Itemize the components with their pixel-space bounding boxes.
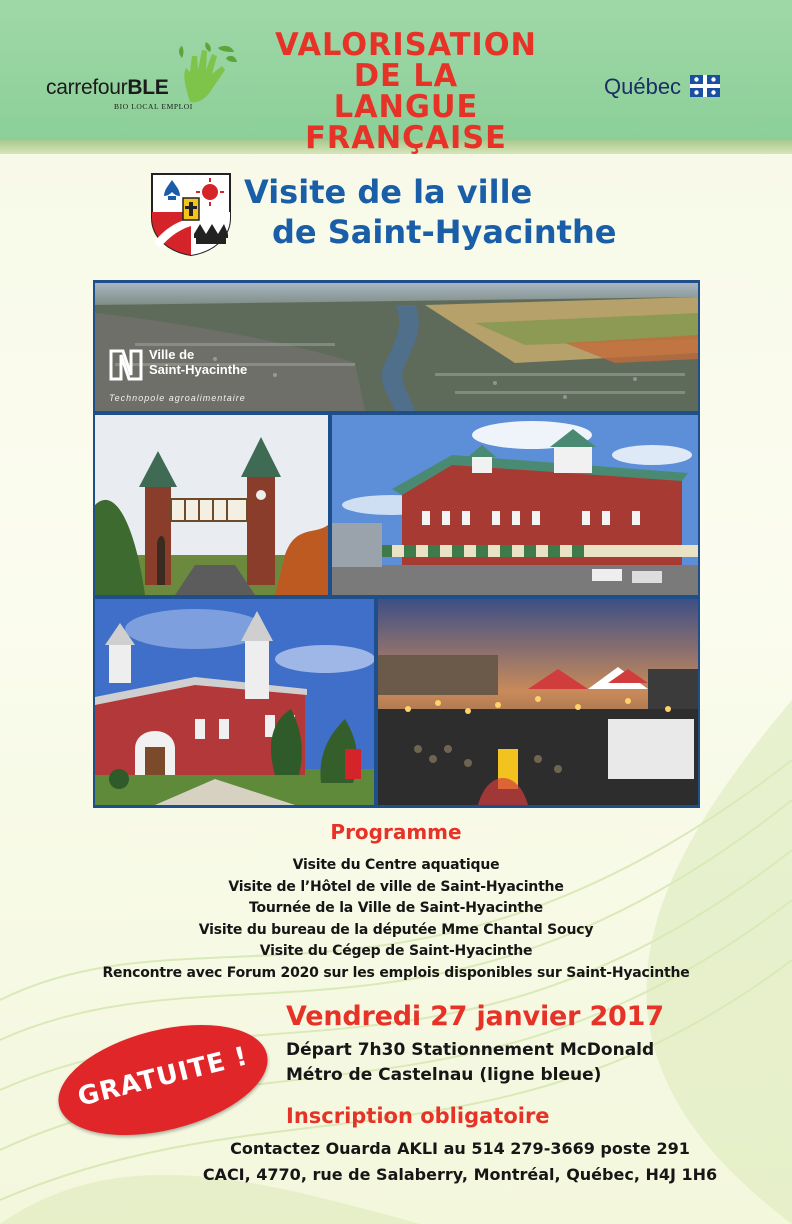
saint-hyacinthe-coat-of-arms-icon (150, 172, 232, 256)
visit-title-line-1: Visite de la ville (244, 173, 533, 211)
carrefour-ble-tagline: BIO LOCAL EMPLOI (114, 102, 193, 111)
event-date: Vendredi 27 janvier 2017 (286, 1001, 664, 1032)
departure-line-1: Départ 7h30 Stationnement McDonald (286, 1040, 655, 1060)
church-building-photo (95, 599, 374, 805)
programme-item: Visite du Cégep de Saint-Hyacinthe (259, 943, 533, 959)
campaign-title (226, 27, 586, 156)
contact-info (160, 1136, 760, 1188)
city-tagline: Technopole agroalimentaire (109, 393, 246, 403)
night-fair-photo (378, 599, 698, 805)
visit-title-line-2: de Saint-Hyacinthe (272, 213, 617, 251)
free-badge-label: GRATUITE ! (74, 1041, 252, 1113)
carrefour-ble-logo (44, 52, 244, 112)
visit-title (244, 172, 714, 252)
market-hall-photo (332, 415, 698, 595)
campaign-title-line-2: DE LA (353, 58, 459, 94)
city-name-line-1: Ville de (149, 347, 195, 362)
free-badge (56, 1030, 276, 1134)
photo-mosaic (93, 280, 700, 808)
programme-title: Programme (330, 820, 462, 844)
fleur-de-lis-flag-icon (690, 75, 720, 97)
contact-line-2: CACI, 4770, rue de Salaberry, Montréal, Québec, H4J 1H6 (202, 1165, 718, 1184)
city-logo-icon (109, 347, 143, 383)
departure-info (286, 1038, 654, 1088)
campaign-title-line-3: LANGUE FRANÇAISE (305, 89, 507, 156)
programme-list (0, 855, 792, 984)
programme-item: Tournée de la Ville de Saint-Hyacinthe (249, 900, 543, 916)
city-name-line-2: Saint-Hyacinthe (149, 362, 248, 377)
quebec-government-logo (604, 74, 720, 104)
departure-line-2: Métro de Castelnau (ligne bleue) (286, 1065, 602, 1085)
programme-item: Visite de l’Hôtel de ville de Saint-Hyacinthe (228, 878, 564, 895)
programme-item: Rencontre avec Forum 2020 sur les emplois disponibles sur Saint-Hyacinthe (102, 964, 690, 981)
gate-towers-photo (95, 415, 328, 595)
aerial-city-photo (95, 283, 698, 411)
programme-item: Visite du bureau de la députée Mme Chantal Soucy (198, 921, 594, 938)
contact-line-1: Contactez Ouarda AKLI au 514 279-3669 poste 291 (230, 1139, 690, 1158)
campaign-title-line-1: VALORISATION (275, 27, 537, 63)
programme-item: Visite du Centre aquatique (292, 857, 500, 873)
carrefour-ble-wordmark: carrefourBLE (46, 76, 169, 99)
registration-title: Inscription obligatoire (286, 1104, 550, 1128)
quebec-wordmark: Québec (604, 74, 682, 99)
